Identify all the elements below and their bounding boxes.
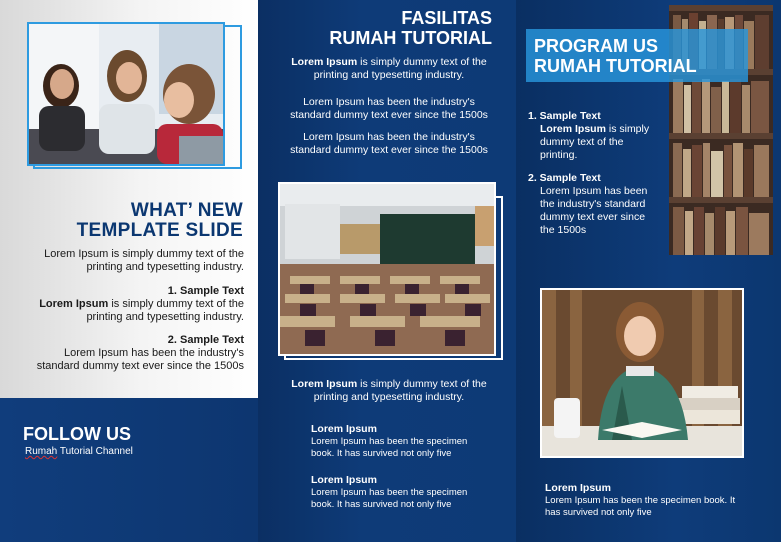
mid-p3-line1: Lorem Ipsum has been the industry's bbox=[303, 131, 475, 143]
mid-block2-title: Lorem Ipsum bbox=[311, 474, 377, 486]
middle-heading-line2: RUMAH TUTORIAL bbox=[329, 28, 492, 48]
mid-block1-line1: Lorem Ipsum has been the specimen bbox=[311, 435, 468, 447]
mid-p1-line2: printing and typesetting industry. bbox=[313, 69, 465, 81]
right-heading-line1: PROGRAM US bbox=[534, 36, 659, 56]
middle-panel bbox=[258, 0, 516, 542]
follow-sub-rest: Tutorial Channel bbox=[57, 446, 133, 457]
right-item1-bold: Lorem Ipsum bbox=[540, 123, 606, 135]
right-item2-line4: the 1500s bbox=[540, 224, 587, 236]
right-panel bbox=[516, 0, 781, 542]
right-bottom-line2: has survived not only five bbox=[545, 507, 652, 518]
student-photo bbox=[540, 288, 744, 458]
left-heading-line1: WHAT’ NEW bbox=[130, 200, 243, 221]
mid-p4-line1: is simply dummy text of the bbox=[357, 378, 487, 390]
left-item1-line2: printing and typesetting industry. bbox=[86, 311, 244, 323]
mid-block2-line2: book. It has survived not only five bbox=[311, 499, 452, 510]
mid-p3-line2: standard dummy text ever since the 1500s bbox=[290, 144, 488, 156]
left-item1-title: 1. Sample Text bbox=[167, 285, 244, 297]
mid-p1-line1: is simply dummy text of the bbox=[357, 56, 487, 68]
right-item1-line2: dummy text of the bbox=[540, 136, 624, 148]
classroom-photo bbox=[278, 182, 496, 356]
mid-p4-bold: Lorem Ipsum bbox=[291, 378, 358, 390]
right-item2-title: 2. Sample Text bbox=[528, 172, 601, 184]
mid-p2-line2: standard dummy text ever since the 1500s bbox=[290, 109, 488, 121]
left-item1-bold: Lorem Ipsum bbox=[39, 298, 109, 310]
left-item2-title: 2. Sample Text bbox=[167, 334, 244, 346]
right-heading-line2: RUMAH TUTORIAL bbox=[534, 56, 697, 76]
left-panel bbox=[0, 0, 258, 542]
mid-p1-bold: Lorem Ipsum bbox=[291, 56, 358, 68]
right-item2-line2: the industry's standard bbox=[540, 198, 646, 210]
mid-p2-line1: Lorem Ipsum has been the industry's bbox=[303, 96, 475, 108]
right-item1-line1: is simply bbox=[605, 123, 650, 135]
mid-block2-line1: Lorem Ipsum has been the specimen bbox=[311, 486, 468, 498]
right-item1-title: 1. Sample Text bbox=[528, 110, 601, 122]
middle-heading-line1: FASILITAS bbox=[401, 8, 492, 28]
right-bottom-title: Lorem Ipsum bbox=[545, 482, 611, 494]
left-item2-line2: standard dummy text ever since the 1500s bbox=[36, 360, 244, 372]
right-bottom-line1: Lorem Ipsum has been the specimen book. It bbox=[545, 494, 736, 506]
right-item2-line1: Lorem Ipsum has been bbox=[540, 185, 648, 197]
follow-section bbox=[0, 398, 258, 542]
left-intro-line1: Lorem Ipsum is simply dummy text of the bbox=[44, 248, 244, 260]
mid-p4-line2: printing and typesetting industry. bbox=[313, 391, 465, 403]
students-photo bbox=[27, 22, 225, 166]
follow-title: FOLLOW US bbox=[23, 424, 131, 444]
right-item1-line3: printing. bbox=[540, 149, 578, 161]
left-item1-line1: is simply dummy text of the bbox=[108, 298, 244, 310]
follow-sub-word1: Rumah bbox=[25, 446, 58, 457]
left-item2-line1: Lorem Ipsum has been the industry's bbox=[63, 347, 244, 359]
left-intro-line2: printing and typesetting industry. bbox=[86, 261, 244, 273]
left-heading-line2: TEMPLATE SLIDE bbox=[76, 220, 243, 241]
follow-subtitle bbox=[25, 446, 133, 457]
mid-block1-line2: book. It has survived not only five bbox=[311, 448, 452, 459]
mid-block1-title: Lorem Ipsum bbox=[311, 423, 377, 435]
right-item2-line3: dummy text ever since bbox=[540, 211, 646, 223]
